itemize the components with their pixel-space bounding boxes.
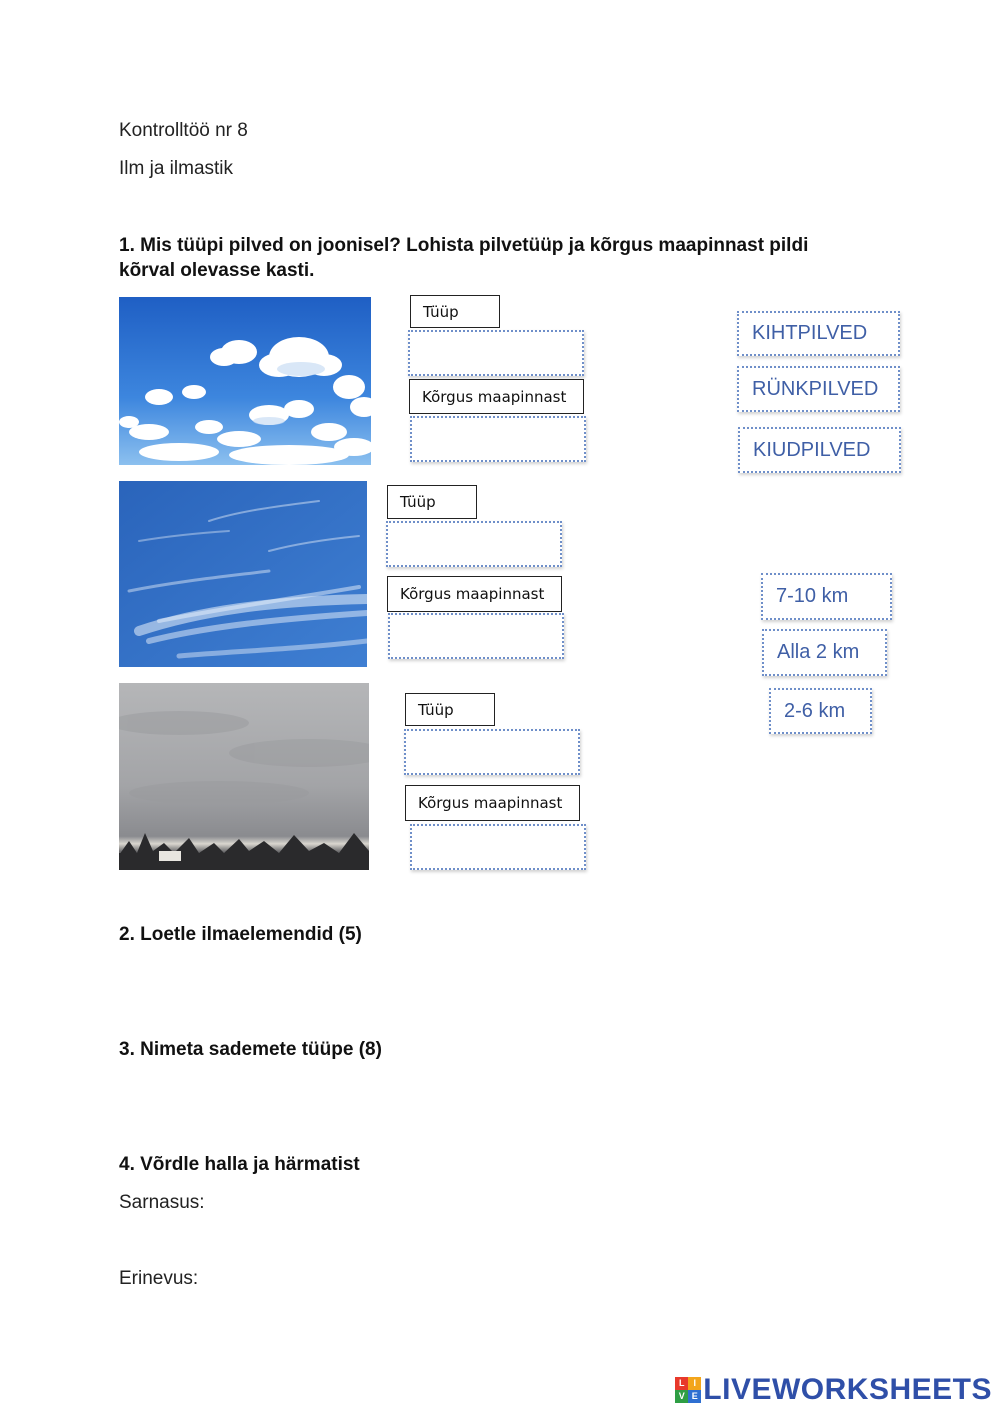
question-1-line-2: kõrval olevasse kasti. — [119, 260, 315, 281]
row-1-type-label: Tüüp — [410, 295, 500, 328]
drag-item-kihtpilved[interactable]: KIHTPILVED — [737, 311, 900, 356]
question-2: 2. Loetle ilmaelemendid (5) — [119, 924, 362, 945]
drag-item-kiudpilved[interactable]: KIUDPILVED — [738, 427, 901, 473]
row-3-height-label: Kõrgus maapinnast — [405, 785, 580, 821]
row-1-height-label: Kõrgus maapinnast — [409, 379, 584, 414]
liveworksheets-logo-text: LIVEWORKSHEETS — [703, 1373, 992, 1406]
drag-item-alla-2-km[interactable]: Alla 2 km — [762, 629, 887, 676]
drag-item-2-6-km[interactable]: 2-6 km — [769, 688, 872, 734]
question-4: 4. Võrdle halla ja härmatist — [119, 1154, 360, 1175]
drag-item-7-10-km[interactable]: 7-10 km — [761, 573, 892, 620]
cumulus-cloud-photo — [119, 297, 371, 465]
row-1-height-dropzone[interactable] — [410, 416, 586, 462]
row-1-type-dropzone[interactable] — [408, 330, 584, 376]
question-1-line-1: 1. Mis tüüpi pilved on joonisel? Lohista pilvetüüp ja kõrgus maapinnast pildi — [119, 235, 809, 256]
liveworksheets-logo — [675, 1373, 992, 1407]
drag-item-runkpilved[interactable]: RÜNKPILVED — [737, 366, 900, 412]
worksheet-title: Kontrolltöö nr 8 — [119, 120, 248, 141]
similarity-label: Sarnasus: — [119, 1192, 205, 1213]
liveworksheets-logo-icon: L I V E — [675, 1377, 701, 1403]
cirrus-cloud-photo — [119, 481, 367, 667]
difference-label: Erinevus: — [119, 1268, 199, 1289]
row-2-height-label: Kõrgus maapinnast — [387, 576, 562, 612]
row-3-height-dropzone[interactable] — [410, 824, 586, 870]
stratus-cloud-photo — [119, 683, 369, 870]
worksheet-subtitle: Ilm ja ilmastik — [119, 158, 234, 179]
row-3-type-dropzone[interactable] — [404, 729, 580, 775]
question-3: 3. Nimeta sademete tüüpe (8) — [119, 1039, 382, 1060]
row-2-height-dropzone[interactable] — [388, 613, 564, 659]
row-2-type-dropzone[interactable] — [386, 521, 562, 567]
question-1 — [119, 233, 899, 283]
row-3-type-label: Tüüp — [405, 693, 495, 726]
row-2-type-label: Tüüp — [387, 485, 477, 519]
